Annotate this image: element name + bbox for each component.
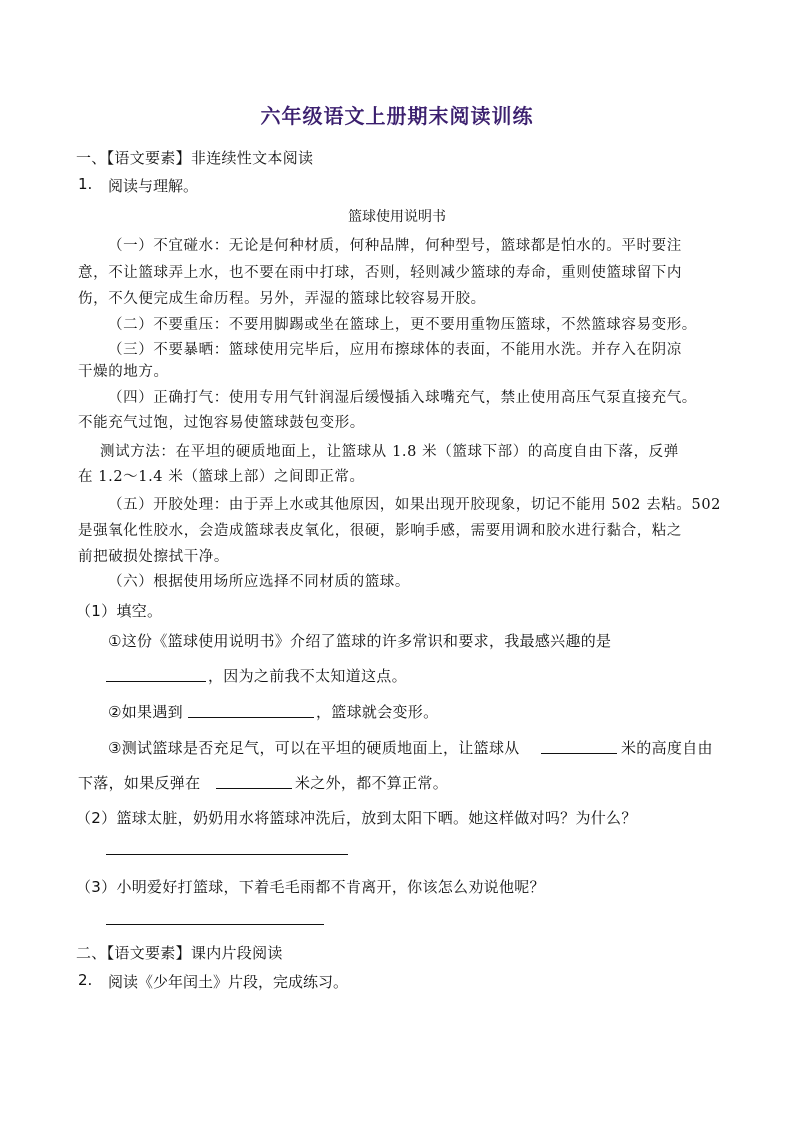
article-line: 干燥的地方。: [78, 364, 169, 380]
article-line: （一）不宜碰水：无论是何种材质，何种品牌，何种型号，篮球都是怕水的。平时要注: [108, 238, 682, 254]
fill-item-3-text: ③测试篮球是否充足气，可以在平坦的硬质地面上，让篮球从: [108, 739, 520, 757]
fill-item-3-tail: 米之外，都不算正常。: [295, 774, 449, 792]
article-line: 不能充气过饱，过饱容易使篮球鼓包变形。: [78, 415, 365, 431]
question1-prompt: 阅读与理解。: [108, 177, 199, 195]
article-line: 伤，不久便完成生命历程。另外，弄湿的篮球比较容易开胶。: [78, 291, 486, 307]
fill-item-3-line2: 下落，如果反弹在: [78, 774, 201, 792]
answer-line-2[interactable]: [106, 854, 348, 855]
question2-number: 2.: [78, 971, 93, 989]
subquestion-2: （2）篮球太脏，奶奶用水将篮球冲洗后，放到太阳下晒。她这样做对吗？为什么？: [76, 809, 637, 827]
subquestion-3: （3）小明爱好打篮球，下着毛毛雨都不肯离开，你该怎么劝说他呢？: [76, 878, 545, 896]
article-line: （四）正确打气：使用专用气针润湿后缓慢插入球嘴充气，禁止使用高压气泵直接充气。: [108, 390, 697, 406]
question2-prompt: 阅读《少年闰土》片段，完成练习。: [108, 973, 349, 991]
fill-item-2-tail: ，篮球就会变形。: [316, 703, 439, 721]
article-line: 在 1.2～1.4 米（篮球上部）之间即正常。: [78, 469, 365, 485]
article-line: （二）不要重压：不要用脚踢或坐在篮球上，更不要用重物压篮球，不然篮球容易变形。: [108, 317, 697, 333]
answer-line-3[interactable]: [106, 924, 324, 925]
article-line: （五）开胶处理：由于弄上水或其他原因，如果出现开胶现象，切记不能用 502 去粘。502: [108, 497, 721, 513]
question1-number: 1.: [78, 175, 93, 193]
answer-blank-3[interactable]: [541, 753, 617, 754]
article-line: 前把破损处擦拭干净。: [78, 549, 229, 565]
article-line: （三）不要暴晒：篮球使用完毕后，应用布擦球体的表面，不能用水洗。并存入在阴凉: [108, 342, 682, 358]
article-line: （六）根据使用场所应选择不同材质的篮球。: [108, 574, 410, 590]
answer-blank-4[interactable]: [216, 788, 292, 789]
answer-blank-2[interactable]: [188, 717, 314, 718]
subquestion-1-label: （1）填空。: [76, 602, 163, 620]
page-title: 六年级语文上册期末阅读训练: [260, 104, 534, 128]
article-line: 测试方法：在平坦的硬质地面上，让篮球从 1.8 米（篮球下部）的高度自由下落，反弹: [100, 444, 679, 460]
article-line: 意，不让篮球弄上水，也不要在雨中打球，否则，轻则减少篮球的寿命，重则使篮球留下内: [78, 265, 682, 281]
answer-blank-1[interactable]: [106, 681, 206, 682]
section2-heading: 二、【语文要素】课内片段阅读: [76, 944, 283, 962]
fill-item-1-tail: ，因为之前我不太知道这点。: [208, 667, 407, 685]
fill-item-1-text: ①这份《篮球使用说明书》介绍了篮球的许多常识和要求，我最感兴趣的是: [108, 632, 612, 650]
article-title: 篮球使用说明书: [348, 209, 446, 225]
fill-item-2-text: ②如果遇到: [108, 703, 183, 721]
section1-heading: 一、【语文要素】非连续性文本阅读: [76, 149, 314, 167]
article-line: 是强氧化性胶水，会造成篮球表皮氧化，很硬，影响手感，需要用调和胶水进行黏合，粘之: [78, 523, 682, 539]
fill-item-3-mid: 米的高度自由: [621, 739, 713, 757]
